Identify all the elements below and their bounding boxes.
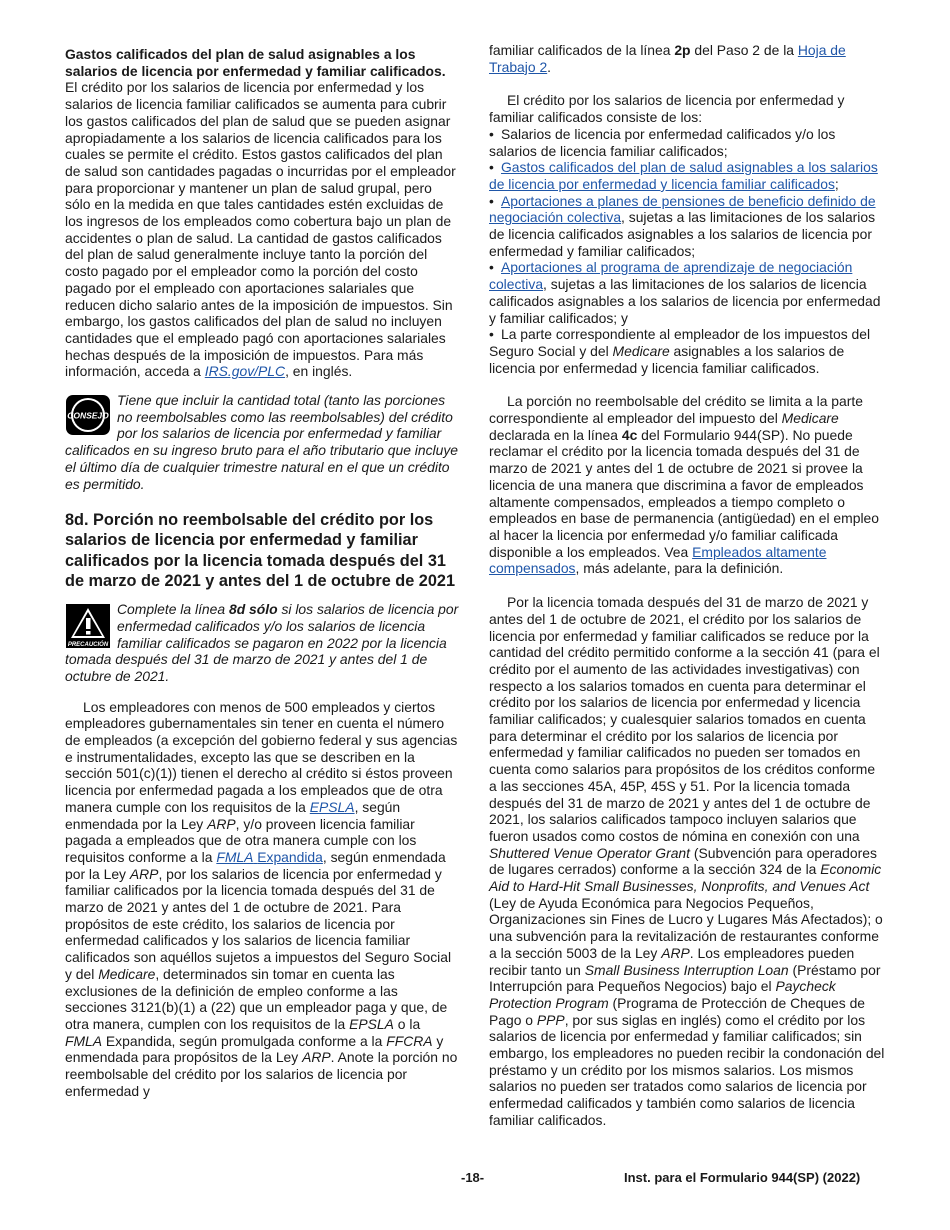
tip-note: [65, 392, 461, 492]
svg-text:PRECAUCIÓN: PRECAUCIÓN: [67, 642, 109, 649]
fmla-expandida-link[interactable]: FMLA Expandida: [216, 848, 323, 865]
continuation-paragraph: familiar calificados de la línea 2p del Paso 2 de la Hoja de Trabajo 2.: [489, 42, 846, 75]
caution-icon: [65, 603, 111, 649]
worksheet-2-link[interactable]: Hoja de Trabajo 2: [489, 42, 846, 75]
page-number: -18-: [461, 1170, 485, 1185]
bullet-icon: •: [489, 192, 494, 209]
bullet-icon: •: [489, 159, 494, 176]
bullet-icon: •: [489, 125, 494, 142]
irs-plc-link[interactable]: IRS.gov/PLC: [204, 363, 286, 380]
health-plan-heading: Gastos calificados del plan de salud asignables a los salarios de licencia por enfermedad y familiar calificados.: [65, 46, 446, 79]
tip-icon: [65, 394, 111, 436]
caution-note: PRECAUCIÓN Complete la línea 8d sólo si los salarios de licencia por enfermedad calificados y/o los salarios de licencia familiar calificados se pagaron en 2022 por la licencia tomada después del 31 de marzo de 2021 y antes del 1 de octubre de 2021.: [65, 601, 459, 684]
credit-components: [489, 92, 886, 376]
list-item: • La parte correspondiente al empleador de los impuestos del Seguro Social y del Medicare asignables a los salarios de licencia por enfermedad y licencia familiar calificados.: [489, 326, 871, 376]
pension-plan-link[interactable]: Aportaciones a planes de pensiones de beneficio definido de negociación colectiva: [489, 192, 876, 226]
list-item: • Aportaciones a planes de pensiones de beneficio definido de negociación colectiva, sujetas a las limitaciones de los salarios de licencia calificados asignables a los salarios de licencia por enfermedad y familiar calificados;: [489, 192, 876, 259]
health-plan-paragraph: Gastos calificados del plan de salud asignables a los salarios de licencia por enfermedad y familiar calificados. El crédito por los salarios de licencia por enfermedad y los salarios de licencia familiar calificados se aumenta para cubrir los gastos calificados del plan de salud que se pueden asignar apropiadamente a los salarios de licencia calificados para los cuales se permite el crédito. Estos gastos calificados del plan de salud son cantidades pagadas o incurridas por el empleador para proporcionar y mantener un plan de salud grupal, pero sólo en la medida en que tales cantidades estén excluidas de los ingresos de los empleados como cobertura bajo un plan de accidentes o plan de salud. La cantidad de gastos calificados del plan de salud generalmente incluye tanto la porción del costo pagado por el empleador como la porción del costo pagado por el empleado con aportaciones salariales que reducen dicho salario antes de la imposición de impuestos. Sin embargo, los gastos calificados del plan de salud no incluyen cantidades que el empleado pagó con aportaciones salariales hechas después de la imposición de impuestos. Para más información, acceda a IRS.gov/PLC, en inglés.: [65, 46, 456, 380]
credit-intro: El crédito por los salarios de licencia por enfermedad y familiar calificados consiste de los:: [489, 92, 845, 126]
highly-compensated-link[interactable]: Empleados altamente compensados: [489, 543, 827, 577]
list-item: • Salarios de licencia por enfermedad calificados y/o los salarios de licencia familiar calificados;: [489, 125, 836, 159]
bullet-icon: •: [489, 259, 494, 276]
health-plan-expenses-link[interactable]: Gastos calificados del plan de salud asignables a los salarios de licencia por enfermedad y licencia familiar calificados: [489, 159, 878, 192]
leave-taken-paragraph: Por la licencia tomada después del 31 de marzo de 2021 y antes del 1 de octubre de 2021, el crédito por los salarios de licencia por enfermedad y familiar calificados se reduce por la cantidad del crédito permitido conforme a la sección 41 (para el crédito por el aumento de las actividades investigativas) con respecto a los salarios tomados en cuenta para determinar el crédito por los salarios de licencia por enfermedad y licencia familiar calificados; y cualesquier salarios tomados en cuenta para determinar el crédito por los salarios de licencia por enfermedad y familiar calificados no pueden ser tomados en cuenta como salarios para propósitos de los créditos conforme a las secciones 45A, 45P, 45S y 51. Por la licencia tomada después del 31 de marzo de 2021 y antes del 1 de octubre de 2021, los salarios calificados tampoco incluyen salarios que fueron usados como costos de nómina en conexión con una Shuttered Venue Operator Grant (Subvención para operadores de lugares cerrados) conforme a la sección 324 de la Economic Aid to Hard-Hit Small Businesses, Nonprofits, and Venues Act (Ley de Ayuda Económica para Negocios Pequeños, Organizaciones sin Fines de Lucro y Lugares Más Afectados); o una subvención para la revitalización de restaurantes conforme a la sección 5003 de la Ley ARP. Los empleadores pueden recibir tanto un Small Business Interruption Loan (Préstamo por Interrupción para Pequeños Negocios) bajo el Paycheck Protection Program (Programa de Protección de Cheques de Pago o PPP, por sus siglas en inglés) como el crédito por los salarios de licencia por enfermedad y familiar calificados; sin embargo, los empleadores no pueden recibir la condonación del préstamo y un crédito por los mismos salarios. Los mismos salarios no pueden ser tratados como salarios de licencia por enfermedad calificados y también como salarios de licencia familiar calificados.: [489, 594, 885, 1128]
right-column: [489, 42, 886, 1129]
nonrefundable-paragraph: La porción no reembolsable del crédito se limita a la parte correspondiente al empleador del impuesto del Medicare declarada en la línea 4c del Formulario 944(SP). No puede reclamar el crédito por la licencia tomada después del 31 de marzo de 2021 y antes del 1 de octubre de 2021 si provee la licencia de una manera que discrimina a favor de empleados altamente compensados, empleados a tiempo completo o empleados en base de permanencia (antigüedad) en el empleo al hacer la licencia por enfermedad y/o familiar calificada disponible a los empleados. Vea Empleados altamente compensados, más adelante, para la definición.: [489, 393, 879, 577]
form-reference: Inst. para el Formulario 944(SP) (2022): [624, 1170, 861, 1185]
bullet-icon: •: [489, 326, 494, 343]
left-column: [65, 46, 461, 1099]
list-item: • Aportaciones al programa de aprendizaje de negociación colectiva, sujetas a las limitaciones de los salarios de licencia calificados asignables a los salarios de licencia por enfermedad y familiar calificados; y: [489, 259, 881, 326]
employers-paragraph: Los empleadores con menos de 500 empleados y ciertos empleadores gubernamentales sin tener en cuenta el número de empleados (a excepción del gobierno federal y sus agencias e instrumentalidades, excepto las que se describen en la sección 501(c)(1)) tienen el derecho al crédito si éstos proveen licencia por enfermedad pagada a los empleados que de otra manera cumple con los requisitos de la EPSLA, según enmendada por la Ley ARP, y/o proveen licencia familiar pagada a empleados que de otra manera cumple con los requisitos conforme a la FMLA Expandida, según enmendada por la Ley ARP, por los salarios de licencia por enfermedad y familiar calificados por la licencia tomada después del 31 de marzo de 2021 y antes del 1 de octubre de 2021. Para propósitos de este crédito, los salarios de licencia por enfermedad calificados y los salarios de licencia familiar calificados son aquéllos sujetos a impuestos del Seguro Social y del Medicare, determinados sin tomar en cuenta las exclusiones de la definición de empleo conforme a las secciones 3121(b)(1) a (22) que un empleador paga y que, de otra manera, cumplen con los requisitos de la EPSLA o la FMLA Expandida, según promulgada conforme a la FFCRA y enmendada para propósitos de la Ley ARP. Anote la porción no reembolsable del crédito por los salarios de licencia por enfermedad y: [65, 698, 458, 1099]
epsla-link[interactable]: EPSLA: [309, 798, 355, 815]
list-item: • Gastos calificados del plan de salud asignables a los salarios de licencia por enfermedad y licencia familiar calificados;: [489, 159, 878, 192]
svg-text:CONSEJO: CONSEJO: [67, 410, 109, 421]
apprenticeship-link[interactable]: Aportaciones al programa de aprendizaje de negociación colectiva: [489, 259, 853, 293]
tip-text: Tiene que incluir la cantidad total (tanto las porciones no reembolsables como las reembolsables) del crédito por los salarios de licencia por enfermedad y familiar calificados en su ingreso bruto para el año tributario que incluye el último día de cualquier trimestre natural en el que un crédito es permitido.: [65, 392, 459, 492]
section-8d-title: 8d. Porción no reembolsable del crédito por los salarios de licencia por enfermedad y familiar calificados por la licencia tomada después del 31 de marzo de 2021 y antes del 1 de octubre de 2021: [65, 511, 456, 590]
